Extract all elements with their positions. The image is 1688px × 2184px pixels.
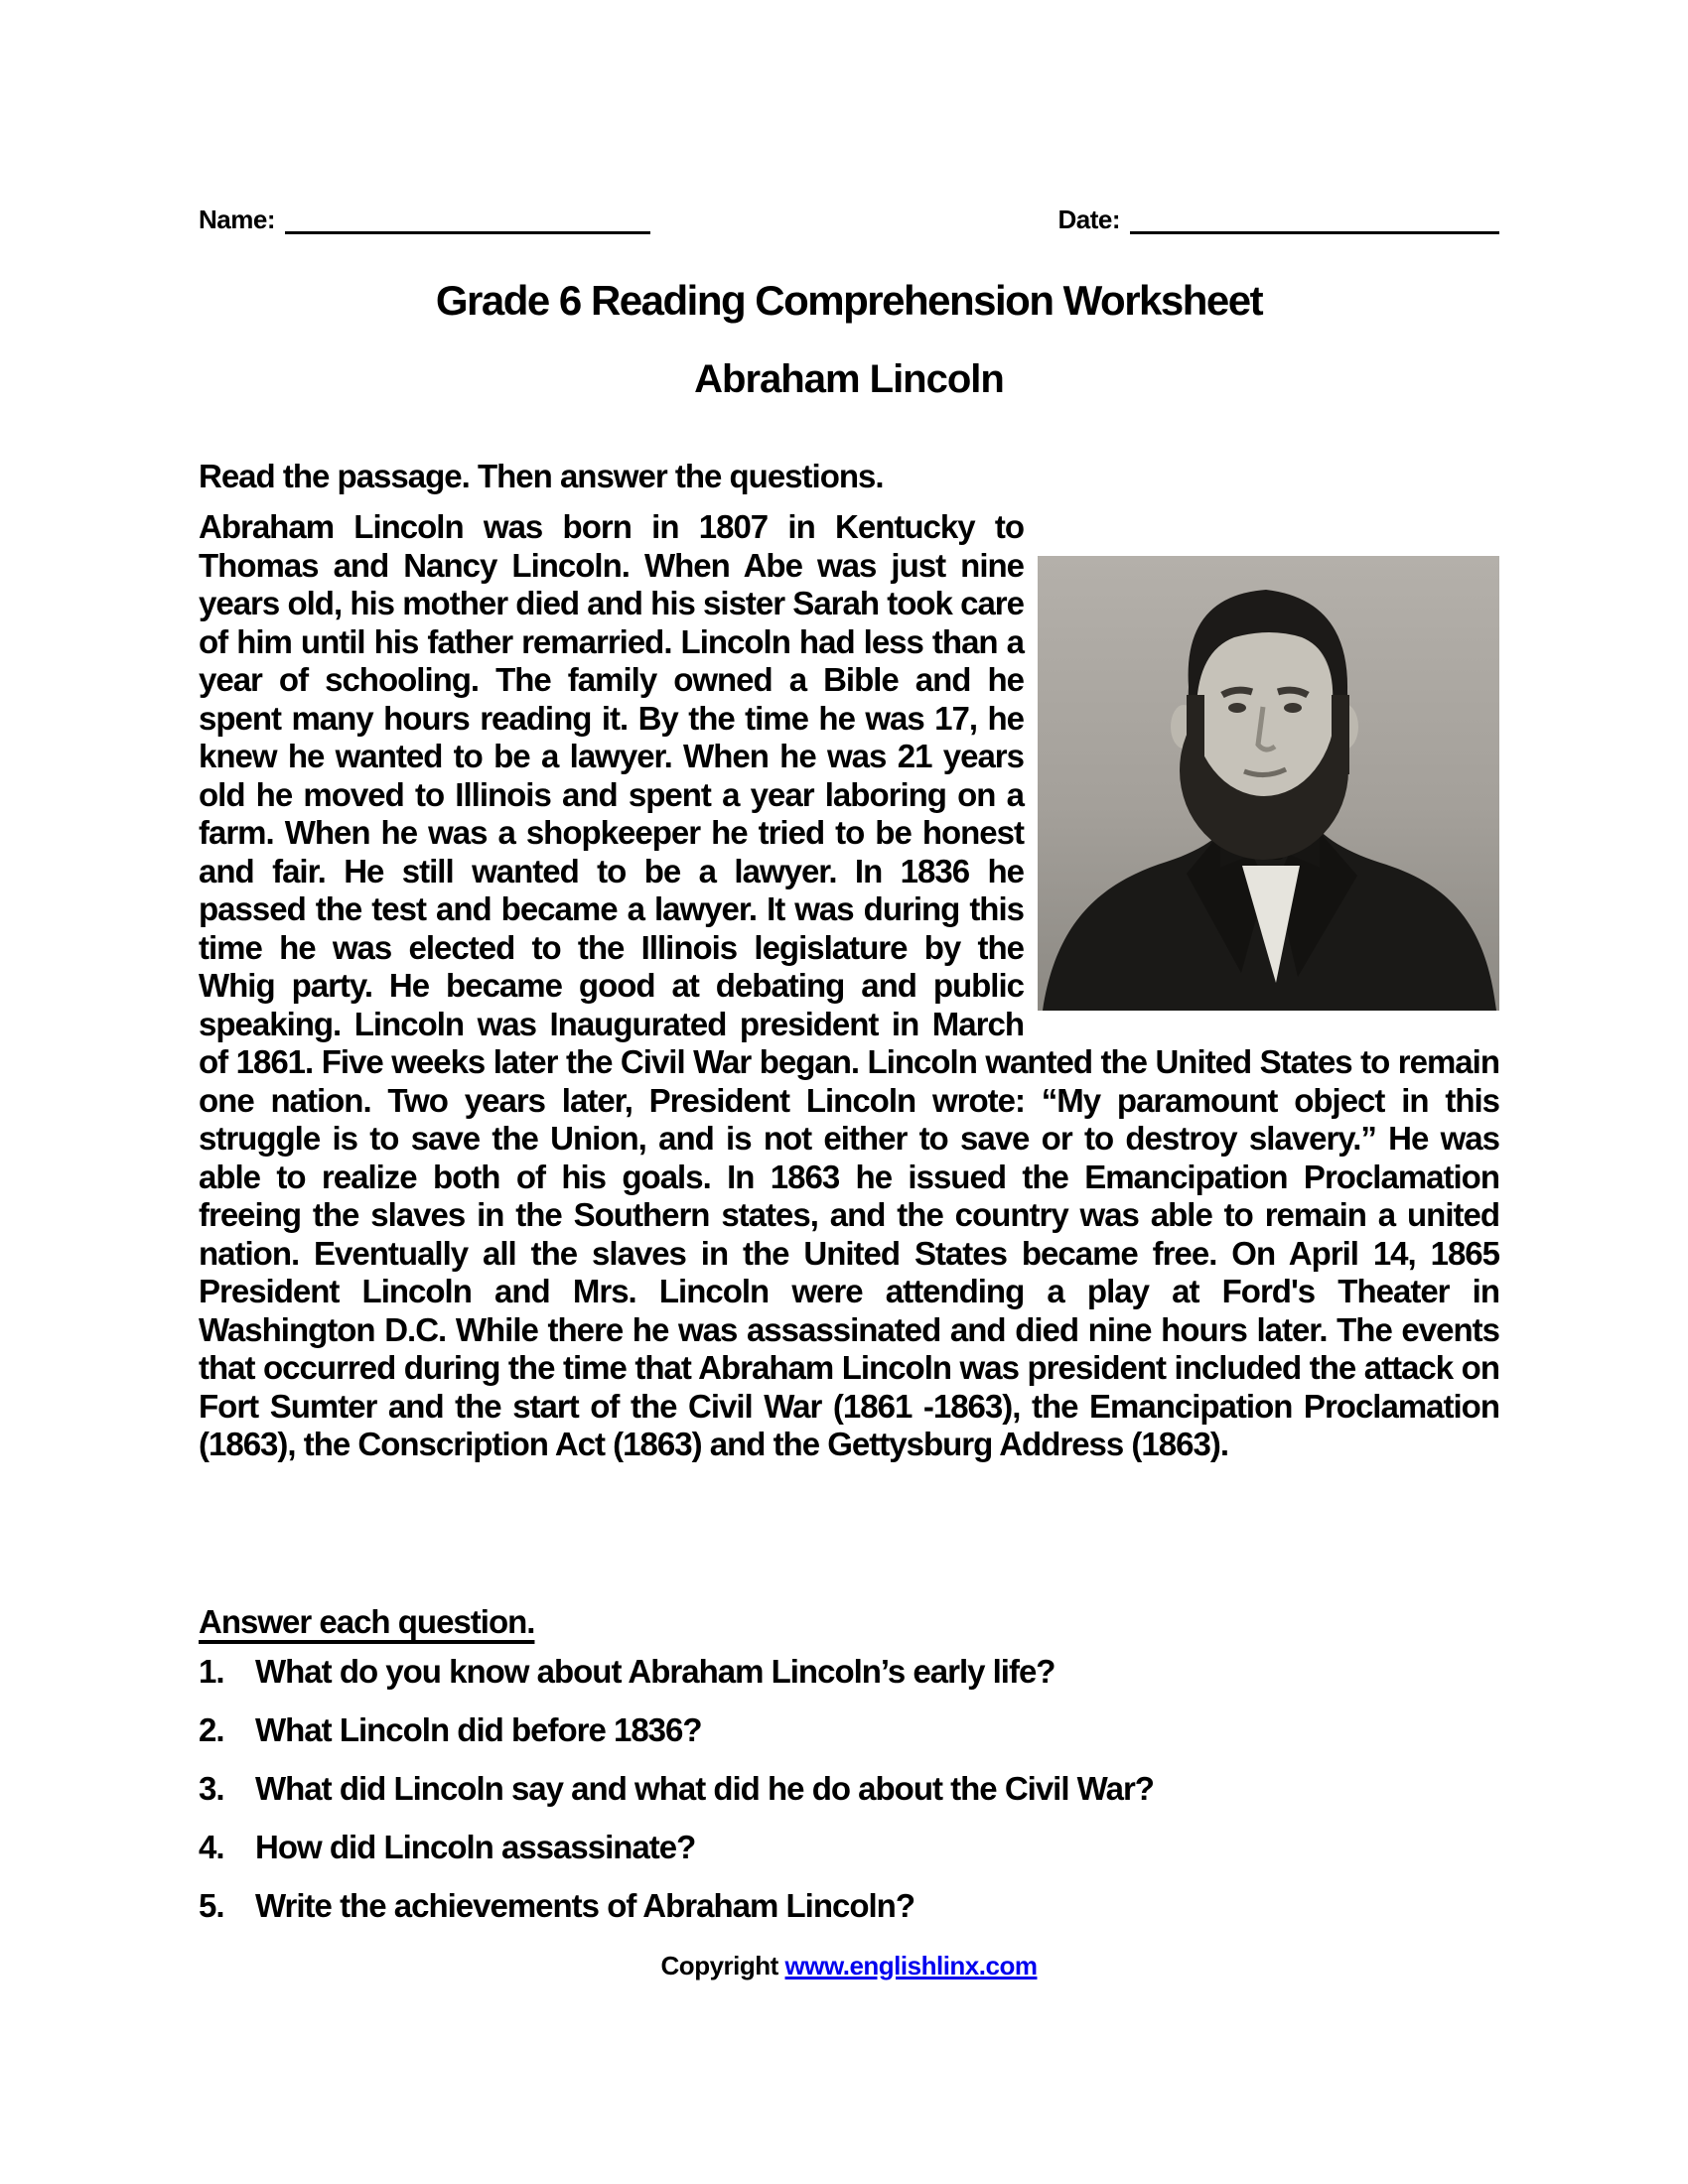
date-label: Date: bbox=[1057, 205, 1120, 234]
question-text: How did Lincoln assassinate? bbox=[255, 1829, 696, 1865]
question-item-2 bbox=[199, 1710, 1499, 1750]
passage-text: Abraham Lincoln was born in 1807 in Kentucky to Thomas and Nancy Lincoln. When Abe was just nine years old, his mother died and his sister Sarah took care of him until his father remarried. Lincoln had less than a year of schooling. The family owned a Bible and he spent many hours reading it. By the time he was 17, he knew he wanted to be a lawyer. When he was 21 years old he moved to Illinois and spent a year laboring on a farm. When he was a shopkeeper he tried to be honest and fair. He still wanted to be a lawyer. In 1836 he passed the test and became a lawyer. It was during this time he was elected to the Illinois legislature by the Whig party. He became good at debating and public speaking. Lincoln was Inaugurated president in March of 1861. Five weeks later the Civil War began. Lincoln wanted the United States to remain one nation. Two years later, President Lincoln wrote: “My paramount object in this struggle is to save the Union, and is not either to save or to destroy slavery.” He was able to realize both of his goals. In 1863 he issued the Emancipation Proclamation freeing the slaves in the Southern states, and the country was able to remain a united nation. Eventually all the slaves in the United States became free. On April 14, 1865 President Lincoln and Mrs. Lincoln were attending a play at Ford's Theater in Washington D.C. While there he was assassinated and died nine hours later. The events that occurred during the time that Abraham Lincoln was president included the attack on Fort Sumter and the start of the Civil War (1861 -1863), the Emancipation Proclamation (1863), the Conscription Act (1863) and the Gettysburg Address (1863). bbox=[199, 508, 1499, 1462]
question-text: What Lincoln did before 1836? bbox=[255, 1711, 702, 1748]
name-field bbox=[199, 205, 650, 234]
question-text: Write the achievements of Abraham Lincoln? bbox=[255, 1887, 914, 1924]
question-item-1 bbox=[199, 1652, 1499, 1692]
header-fields-row bbox=[199, 205, 1499, 234]
question-text: What do you know about Abraham Lincoln’s early life? bbox=[255, 1653, 1055, 1690]
englishlinx-link[interactable]: www.englishlinx.com bbox=[784, 1951, 1038, 1980]
question-number: 3. bbox=[199, 1770, 224, 1807]
footer-copyright-line bbox=[199, 1950, 1499, 1981]
question-number: 1. bbox=[199, 1653, 224, 1690]
worksheet-content bbox=[199, 0, 1499, 1981]
page-subtitle: Abraham Lincoln bbox=[694, 357, 1004, 401]
name-blank-line bbox=[285, 205, 650, 234]
copyright-label: Copyright bbox=[660, 1951, 778, 1980]
questions-list bbox=[199, 1652, 1499, 1926]
date-field bbox=[1057, 205, 1499, 234]
question-item-4 bbox=[199, 1828, 1499, 1867]
passage-paragraph bbox=[199, 508, 1499, 1549]
question-number: 4. bbox=[199, 1829, 224, 1865]
question-item-5 bbox=[199, 1886, 1499, 1926]
date-blank-line bbox=[1130, 205, 1499, 234]
name-label: Name: bbox=[199, 205, 275, 234]
instruction-text: Read the passage. Then answer the questions. bbox=[199, 458, 884, 494]
question-number: 5. bbox=[199, 1887, 224, 1924]
question-item-3 bbox=[199, 1769, 1499, 1809]
portrait-head bbox=[1171, 590, 1358, 860]
lincoln-portrait-image bbox=[1038, 556, 1499, 1011]
question-text: What did Lincoln say and what did he do about the Civil War? bbox=[255, 1770, 1154, 1807]
question-number: 2. bbox=[199, 1711, 224, 1748]
page-title: Grade 6 Reading Comprehension Worksheet bbox=[435, 277, 1263, 324]
questions-heading: Answer each question. bbox=[199, 1603, 535, 1640]
